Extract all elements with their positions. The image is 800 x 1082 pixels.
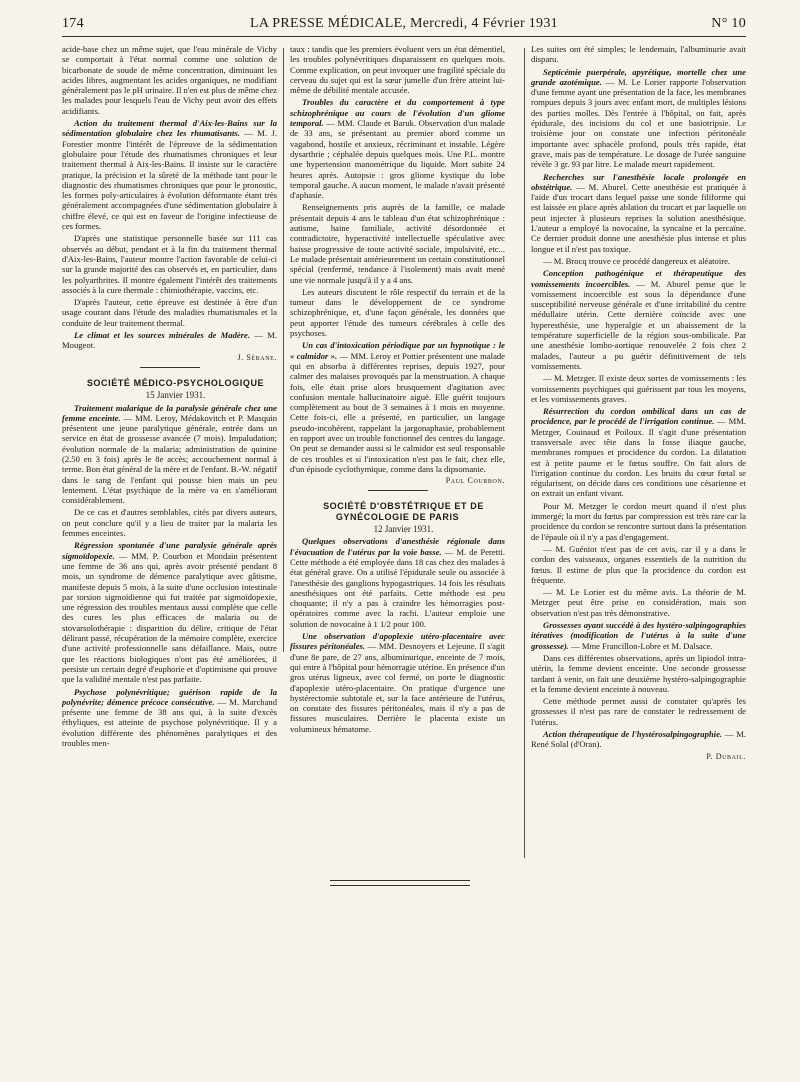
- paragraph: — M. Le Lorier est du même avis. La théorie de M. Metzger peut être prise en considération, mais son observation n'est pas très démonstrative.: [531, 587, 746, 618]
- paragraph: Dans ces différentes observations, après un lipiodol intra-utérin, la femme devient enceinte. Une seconde grossesse tardant à venir, on fait une deuxième hystéro-salpingographie et la femme devient enceinte à nouveau.: [531, 652, 746, 694]
- report-title: Un cas d'intoxication périodique par un hypnotique : le « calmidor ».: [290, 340, 505, 361]
- report-paragraph: [531, 67, 746, 170]
- report-paragraph: [290, 340, 505, 474]
- report-text: — M. de Peretti. Cette méthode a été employée dans 18 cas chez des malades à état général grave. On a utilisé l'épidurale seule ou associée à l'anesthésie des ganglions hypogastriques. 14 fois les résultats anesthésiques ont été parfaits. Cette méthode est peu choquante; il n'y a pas à craindre les hémorragies post-opératoires comme avec la rachi. L'auteur emploie une solution de novocaïne à 1 1/2 pour 100.: [290, 546, 505, 629]
- society-heading: SOCIÉTÉ MÉDICO-PSYCHOLOGIQUE: [86, 377, 265, 388]
- report-text: — MM. Claude et Baruk. Observation d'un malade de 33 ans, se présentant au premier abord comme un vagabond, hostile et anxieux, récriminant et instable. Légère dysarthrie ; céphalée depuis quelques mois. Une P.L. montre une hypertension manométrique du liquide. Mort subite 24 heures après. Autopsie : gros gliome kystique du lobe temporal gauche. A aucun moment, le malade n'avait présenté d'aphasie.: [290, 118, 505, 201]
- masthead-line: LA PRESSE MÉDICALE, Mercredi, 4 Février 1931: [250, 16, 558, 31]
- report-text: — M. Aburel. Cette anesthésie est pratiquée à l'aide d'un trocart dans lequel passe une sonde filiforme qui est laissée en place après ablation du trocart et par laquelle on peut injecter à plusieurs reprises la solution anesthésique. L'auteur a employé la novocaïne, la syncaïne et la percaïne. Ce dernier produit donne une anesthésie plus intense et plus longue et il n'est pas toxique.: [531, 181, 746, 254]
- page-number: 174: [62, 16, 84, 31]
- paragraph: D'après une statistique personnelle basée sur 111 cas observés au début, pendant et à la fin du traitement thermal d'Aix-les-Bains, l'auteur montre l'action favorable de celui-ci sur la grande majorité des cas observés et, en particulier, dans les polyarthrites. Il montre également l'intérêt des traitements associés à la cure thermale : chimiothérapie, vaccins, etc.: [62, 233, 277, 295]
- report-text: — M. Marchand présente une femme de 38 ans qui, à la suite d'excès éthyliques, est atteinte de psychose polynévritique. Il y a évolution différente des phénomènes paralytiques et des troubles men-: [62, 696, 277, 748]
- report-paragraph: [290, 536, 505, 629]
- column-rule: [283, 48, 284, 652]
- paragraph: Pour M. Metzger le cordon meurt quand il n'est plus immergé; la mort du fœtus par compression est très rare car la procidence du cordon se rencontre surtout dans la présentation de l'épaule où il n'y a pas d'engagement.: [531, 500, 746, 542]
- report-text: — MM. P. Courbon et Mondain présentent une femme de 36 ans qui, après avoir présenté pendant 8 mois, un syndrome de démence paralytique avec gâtisme, manifeste depuis 5 mois, à la suite d'une occlusion intestinale par torsion sigmoïdienne qui fut traitée par sigmoïdopexie, une régression des troubles mentaux aussi complète que celle des cures les plus efficaces de malaria ou de stovarsolothérapie : disparition du délire, critique de l'état délirant passé, récupération de la mémoire complète, exercice d'une activité professionnelle sans défaillance. Mais, outre que les réactions biologiques n'ont pas été améliorées, il persiste un certain degré d'euphorie et d'optimisme qui prouve que la validité mentale n'est pas parfaite.: [62, 550, 277, 685]
- report-title: Septicémie puerpérale, apyrétique, mortelle chez une grande azotémique.: [531, 66, 746, 87]
- paragraph: — M. Metzger. Il existe deux sortes de vomissements : les vomissements psychiques qui guérissent par tous les moyens, et les vomissements graves.: [531, 373, 746, 404]
- signature: Paul Courbon.: [445, 476, 505, 486]
- paragraph: acide-base chez un même sujet, que l'eau minérale de Vichy se comportait à l'état normal comme une solution de bicarbonate de soude de même concentration, diminuant les acides libres, augmentant les acides organiques, ne modifiant généralement pas le pH urinaire. Il n'en est plus de même chez les malades pour lesquels l'eau de Vichy peut avoir des effets acidifiants.: [62, 44, 277, 116]
- report-text: — MM. Leroy et Pottier présentent une malade qui en absorba à différentes reprises, depuis 1927, pour calmer des malaises provoqués par la menstruation. A chaque fois, elle était prise alors brusquement d'agitation avec confusion mentale hallucinatoire aiguë. Elle guérit toujours complètement au bout de 3 semaines à 1 mois en moyenne. Cette fois-ci, elle a présenté, en particulier, un langage pseudo-incohérent, rappelant la jargonaphasie, probablement en rapport avec un trouble fonctionnel des centres du langage. On peut se demander aussi si le calmidor est seul responsable de ces troubles et si l'intoxication n'est pas le fait, chez elle, d'un épisode cyclothymique, comme dans la dipsomanie.: [290, 350, 505, 474]
- report-paragraph: [531, 268, 746, 371]
- paragraph: taux : tandis que les premiers évoluent vers un état démentiel, les troubles polynévritiques disparaissent en quelques mois. Comme explication, on peut invoquer une fragilité spéciale du cerveau du sujet qui est la sœur jumelle d'un frère atteint lui-même de débilité mentale accusée.: [290, 44, 505, 96]
- paragraph: De ce cas et d'autres semblables, cités par divers auteurs, on peut conclure qu'il y a lieu de traiter par la malaria les femmes enceintes.: [62, 507, 277, 539]
- report-text: — M. Aburel pense que le vomissement incoercible est sous la dépendance d'une susceptibilité nerveuse générale et d'une irritabilité du centre médullaire utérin. Cette dernière coïncide avec une hyperesthésie, une hyperalgie et un abaissement de la température superficielle de la région sous-ombilicale. Par une anesthésie lombo-aortique renouvelée 2 fois chez 2 malades, l'auteur a pu guérir définitivement de tels vomissements.: [531, 278, 746, 371]
- report-text: — MM. Desnoyers et Lejeune. Il s'agit d'une 8e pare, de 27 ans, albuminurique, enceinte de 7 mois, qui entre à l'hôpital pour hémorragie utérine. En présence d'un gros utérus ligneux, avec col fermé, on porte le diagnostic d'apoplexie utéro-placentaire. On pratique d'urgence une hystérectomie subtotale et, sur la face antérieure de l'utérus, on constate des fissures péritonéales, mais il n'y a pas de fissures musculaires. Derrière le placenta existe un volumineux hématome.: [290, 641, 505, 734]
- divider: [140, 367, 200, 368]
- report-title: Action thérapeutique de l'hystérosalpingographie.: [543, 729, 723, 739]
- session-date: 12 Janvier 1931.: [373, 524, 434, 535]
- report-title: Traitement malarique de la paralysie générale chez une femme enceinte.: [62, 402, 277, 423]
- report-paragraph: [62, 687, 277, 749]
- report-title: Régression spontanée d'une paralysie générale après sigmoïdopexie.: [62, 540, 277, 561]
- paragraph: — M. Guéniot n'est pas de cet avis, car il y a dans le cordon des vaisseaux, organes essentiels de la nutrition du fœtus. Il estime de plus que la procidence du cordon est fréquente.: [531, 543, 746, 585]
- report-paragraph: [62, 403, 277, 506]
- report-title: Le climat et les sources minérales de Madère.: [74, 330, 250, 341]
- report-text: — MM. Leroy, Médakovitch et P. Masquin présentent une jeune paralytique générale, entrée dans un service en état de grossesse avancée (7 mois). Impaludation; évolution normale de la malaria; administration de quinine (2.50 en 3 fois) après le 8e accès; accouchement normal à terme. Bon état général de la mère et de l'enfant. B.-W. négatif dans le sang de l'enfant qui pousse bien mais un peu lentement. L'état psychique de la mère va en s'améliorant considérablement.: [62, 412, 277, 506]
- report-text: — M. Le Lorier rapporte l'observation d'une femme ayant une présentation de la face, les membranes rompues depuis 3 jours avec enfant mort, de multiples lésions des parties molles. Dès l'entrée à l'hôpital, on fait, après épidurale, des incisions du col et une basiotripsie. Le troisième jour on constate une infection péritonéale importante avec sphacèle profond, pouls très rapide, état grave, mais pas de température. Le dosage de l'urée sanguine révèle 3 gr. 93 par litre. Le malade meurt rapidement.: [531, 76, 746, 170]
- report-paragraph: [290, 97, 505, 200]
- paragraph: Les suites ont été simples; le lendemain, l'albuminurie avait disparu.: [531, 44, 746, 65]
- report-title: Résurrection du cordon ombilical dans un cas de procidence, par le procédé de l'irrigation continue.: [531, 406, 746, 427]
- signature: J. Sébane.: [237, 352, 277, 362]
- signature: P. Dubail.: [706, 751, 746, 761]
- session-date: 15 Janvier 1931.: [145, 390, 206, 401]
- report-paragraph: [62, 540, 277, 684]
- report-text: — Mme Francillon-Lobre et M. Dalsace.: [568, 640, 713, 651]
- divider: [368, 490, 428, 491]
- report-text: — M. Mougeot.: [62, 330, 277, 351]
- report-text: — M. J. Forestier montre l'intérêt de l'épreuve de la sédimentation globulaire pour l'étude des rhumatismes chroniques et leur traitement thermal à Aix-les-Bains. Il insiste sur le caractère pratique, la précision et la sûreté de la méthode tant pour le diagnostic des rhumatismes chroniques que pour le pronostic, les formes poly-articulaires à évolution déformante étant très généralement accompagnées d'une sédimentation globulaire à chiffre élevé, ce qui est en faveur de l'origine infectieuse de ces formes.: [62, 128, 277, 232]
- report-title: Recherches sur l'anesthésie locale prolongée en obstétrique.: [531, 171, 746, 192]
- society-heading: SOCIÉTÉ D'OBSTÉTRIQUE ET DE GYNÉCOLOGIE DE PARIS: [323, 501, 484, 522]
- report-paragraph: [62, 330, 277, 351]
- column-1: [62, 44, 277, 1064]
- column-rule: [524, 48, 525, 858]
- report-title: Une observation d'apoplexie utéro-placentaire avec fissures péritonéales.: [290, 631, 505, 652]
- paragraph: — M. Brocq trouve ce procédé dangereux et aléatoire.: [543, 255, 731, 266]
- report-paragraph: [531, 729, 746, 750]
- report-title: Troubles du caractère et du comportement à type schizophrénique au cours de l'évolution d'un gliome temporal.: [290, 97, 505, 129]
- report-paragraph: [290, 631, 505, 734]
- report-paragraph: [531, 172, 746, 254]
- paragraph: Renseignements pris auprès de la famille, ce malade présentait depuis 4 ans le tableau d'un état schizophrénique : autisme, haine familiale, activité désordonnée et contradictoire, hyperactivité intellectuelle spéculative avec baisse progressive de toute activité sociale, impulsivité, etc... Le malade présentait antérieurement un certain constitutionnel spécial (renfermé, tendance à l'isolement) mais avait mené une vie normale jusqu'à il y a 4 ans.: [290, 202, 505, 285]
- report-paragraph: [62, 118, 277, 231]
- column-3: [531, 44, 746, 1064]
- paragraph: D'après l'auteur, cette épreuve est destinée à être d'un usage courant dans l'étude des maladies rhumatismales et la conduite de leur traitement thermal.: [62, 297, 277, 328]
- report-paragraph: [531, 406, 746, 499]
- report-title: Grossesses ayant succédé à des hystéro-salpingographies itératives (modification de l'utérus à la suite d'une grossesse).: [531, 620, 746, 651]
- report-title: Quelques observations d'anesthésie régionale dans l'évacuation de l'utérus par la voie basse.: [290, 536, 505, 557]
- report-text: — M. René Solal (d'Oran).: [531, 729, 746, 750]
- report-title: Psychose polynévritique; guérison rapide de la polynévrite; démence précoce consécutive.: [62, 686, 277, 707]
- column-2: [290, 44, 505, 1064]
- paragraph: Les auteurs discutent le rôle respectif du terrain et de la tumeur dans le développement de ce syndrome schizophrénique, et, d'une façon générale, les données que peut apporter l'étude des tumeurs cérébrales à celle des psychoses.: [290, 286, 505, 339]
- report-title: Action du traitement thermal d'Aix-les-Bains sur la sédimentation globulaire chez les rhumatisants.: [62, 118, 277, 139]
- section-end-rule: [330, 880, 470, 886]
- issue-number: N° 10: [711, 16, 746, 31]
- paragraph: Cette méthode permet aussi de constater qu'après les grossesses il n'est pas rare de constater le redressement de l'utérus.: [531, 696, 746, 727]
- report-paragraph: [531, 620, 746, 651]
- report-text: — MM. Metzger, Couinaud et Poiloux. Il s'agit d'une présentation transversale avec tête dans la fosse iliaque gauche, membranes rompues et procidence du cordon. La dilatation est à petite paume et le fœtus souffre. On fait alors de l'irrigation continue du cordon. Les bruits du cœur fœtal se régularisent, on décide dans ces conditions une césarienne et on extrait un enfant vivant.: [531, 416, 746, 499]
- running-head: [62, 12, 746, 37]
- report-title: Conception pathogénique et thérapeutique des vomissements incoercibles.: [531, 268, 746, 289]
